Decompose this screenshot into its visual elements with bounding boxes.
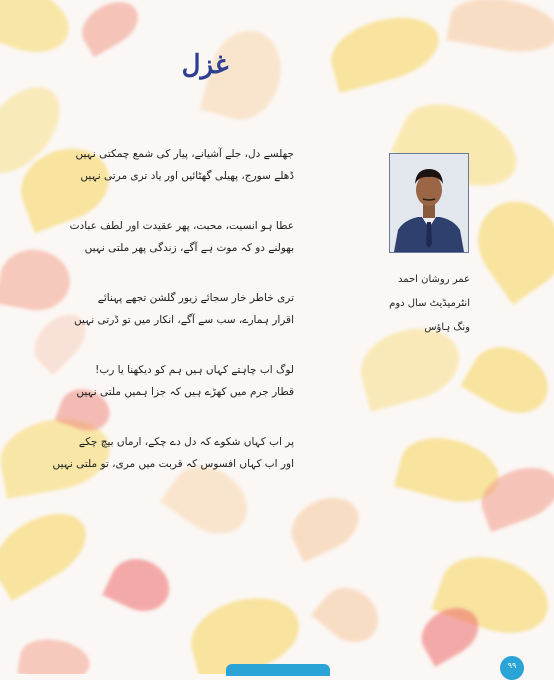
petal-decoration [461,185,554,305]
petal-decoration [102,550,178,621]
poem-stanza [69,215,294,259]
petal-decoration [283,488,368,563]
poem-stanza [52,431,294,475]
page-number: ۹۹ [500,656,524,680]
petal-decoration [0,244,75,315]
poem-line: تری خاطر خار سجائے زیور گلشن تجھے پہنائے [97,292,294,304]
poem-stanza [76,359,294,403]
poem-stanza [73,287,294,331]
author-class: انٹرمیڈیٹ سال دوم [389,298,470,309]
author-name: عمر روشان احمد [397,274,470,285]
petal-decoration [74,0,146,57]
poem-line: قطار جرم میں کھڑے ہیں کہ جزا ہمیں ملتی نہیں [76,386,294,398]
petal-decoration [183,587,307,674]
poem-line: لوگ اب چاہتے کہاں ہیں ہم کو دیکھنا یا رب! [95,364,294,376]
author-info [380,268,470,340]
petal-decoration [324,7,446,93]
author-photo [389,153,469,253]
page-title: غزل [181,50,229,80]
petal-decoration [460,334,554,426]
petal-decoration [311,577,389,654]
poem-line: جھلسے دل، جلے آشیانے، پیار کی شمع چمکتی نہیں [75,148,294,160]
poem-line: عطا ہو انسیت، محبت، پھر عقیدت اور لطف عبادت [69,220,294,232]
poem-stanza [75,143,294,187]
footer-bar [226,664,330,676]
poem-line: بھولنے دو کہ موت ہے آگے، زندگی پھر ملتی نہیں [84,242,294,254]
poem-line: اور اب کہاں افسوس کہ قربت میں مری، تو ملتی نہیں [52,458,294,470]
poem-line: اقرار ہمارے، سب سے آگے، انکار میں تو ڈرتی نہیں [73,314,294,326]
petal-decoration [17,634,93,674]
petal-decoration [0,499,98,601]
petal-decoration [0,0,78,64]
poem-line: ڈھلے سورج، پھیلی گھٹائیں اور یاد تری مرتی نہیں [80,170,294,182]
author-house: ونگ ہاؤس [424,322,470,333]
poem-line: پر اب کہاں شکوے کہ دل دے چکے، ارماں بیچ چکے [78,436,294,448]
petal-decoration [446,0,554,59]
